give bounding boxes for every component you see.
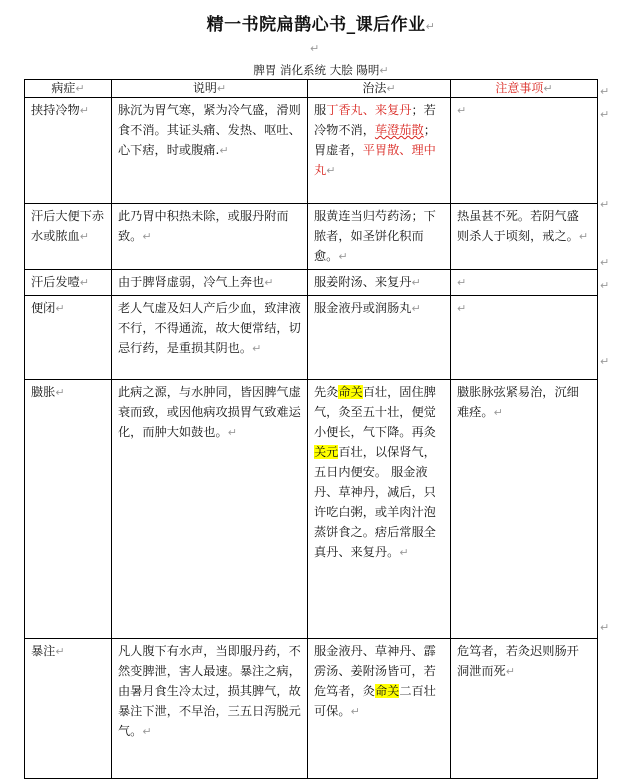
explanation-cell: 由于脾肾虚弱，冷气上奔也↵ xyxy=(112,270,308,296)
notes-cell: ↵ xyxy=(451,270,598,296)
header-explanation: 说明↵ xyxy=(112,80,308,98)
table-row xyxy=(25,98,598,204)
page-title: 精一书院扁鹊心书_课后作业↵ xyxy=(206,15,436,35)
row-end-mark: ↵ xyxy=(600,355,610,368)
treatment-cell: 服丁香丸、来复丹；若冷物不消，荜澄茄散；胃虚者，平胃散、理中丸↵ xyxy=(308,98,451,204)
explanation-cell: 凡人腹下有水声，当即服丹药，不然变脾泄，害人最速。暴注之病，由暑月食生冷太过，损其脾气，故暴注下泄，不早治，三五日泻脱元气。↵ xyxy=(112,639,308,779)
row-end-mark: ↵ xyxy=(600,85,610,98)
table-header-row xyxy=(25,80,598,98)
empty-paragraph-mark: ↵ xyxy=(310,42,320,55)
treatment-cell: 服金液丹、草神丹、霹雳汤、姜附汤皆可，若危笃者，灸命关二百壮可保。↵ xyxy=(308,639,451,779)
symptom-cell: 便闭↵ xyxy=(25,296,112,380)
highlighted-term: 关元 xyxy=(314,445,339,459)
row-end-mark: ↵ xyxy=(600,198,610,211)
explanation-cell: 此乃胃中积热未除，或服丹附而致。↵ xyxy=(112,204,308,270)
notes-cell: 臌胀脉弦紧易治，沉细难痊。↵ xyxy=(451,380,598,639)
explanation-cell: 老人气虚及妇人产后少血，致津液不行，不得通流，故大便常结，切忌行药，是重损其阴也。↵ xyxy=(112,296,308,380)
highlighted-term: 命关 xyxy=(338,385,363,399)
header-symptom: 病症↵ xyxy=(25,80,112,98)
symptom-cell: 暴注↵ xyxy=(25,639,112,779)
explanation-cell: 此病之源，与水肿同，皆因脾气虚衰而致，或因他病攻损胃气致难运化，而肿大如鼓也。↵ xyxy=(112,380,308,639)
treatment-cell: 服金液丹或润肠丸↵ xyxy=(308,296,451,380)
table-row xyxy=(25,639,598,779)
header-notes: 注意事项↵ xyxy=(451,80,598,98)
row-end-mark: ↵ xyxy=(600,108,610,121)
row-end-mark: ↵ xyxy=(600,621,610,634)
treatment-cell: 服姜附汤、来复丹↵ xyxy=(308,270,451,296)
table-row xyxy=(25,204,598,270)
explanation-cell: 脉沉为胃气寒，紧为冷气盛，滑则食不消。其证头痛、发热、呕吐、心下痞，时或腹痛.↵ xyxy=(112,98,308,204)
notes-cell: ↵ xyxy=(451,98,598,204)
symptom-cell: 汗后大便下赤水或脓血↵ xyxy=(25,204,112,270)
treatment-cell: 先灸命关百壮，固住脾气，灸至五十壮，便觉小便长，气下降。再灸关元百壮，以保肾气，五日内便安。 服金液丹、草神丹，减后，只许吃白粥，或羊肉汁泡蒸饼食之。痞后常服全真丹、来复丹。↵ xyxy=(308,380,451,639)
symptom-cell: 汗后发噎↵ xyxy=(25,270,112,296)
highlighted-term: 命关 xyxy=(374,684,400,698)
table-row xyxy=(25,380,598,639)
homework-table xyxy=(24,79,598,779)
subtitle: 脾胃 消化系统 大脍 陽明↵ xyxy=(253,63,389,77)
row-end-mark: ↵ xyxy=(600,256,610,269)
table-row xyxy=(25,270,598,296)
symptom-cell: 挟持冷物↵ xyxy=(25,98,112,204)
notes-cell: 热虽甚不死。若阴气盛则杀人于顷刻，戒之。↵ xyxy=(451,204,598,270)
notes-cell: ↵ xyxy=(451,296,598,380)
table-row xyxy=(25,296,598,380)
treatment-cell: 服黄连当归芍药汤；下脓者，如圣饼化积而愈。↵ xyxy=(308,204,451,270)
symptom-cell: 臌胀↵ xyxy=(25,380,112,639)
row-end-mark: ↵ xyxy=(600,279,610,292)
header-treatment: 治法↵ xyxy=(308,80,451,98)
notes-cell: 危笃者，若灸迟则肠开洞泄而死↵ xyxy=(451,639,598,779)
